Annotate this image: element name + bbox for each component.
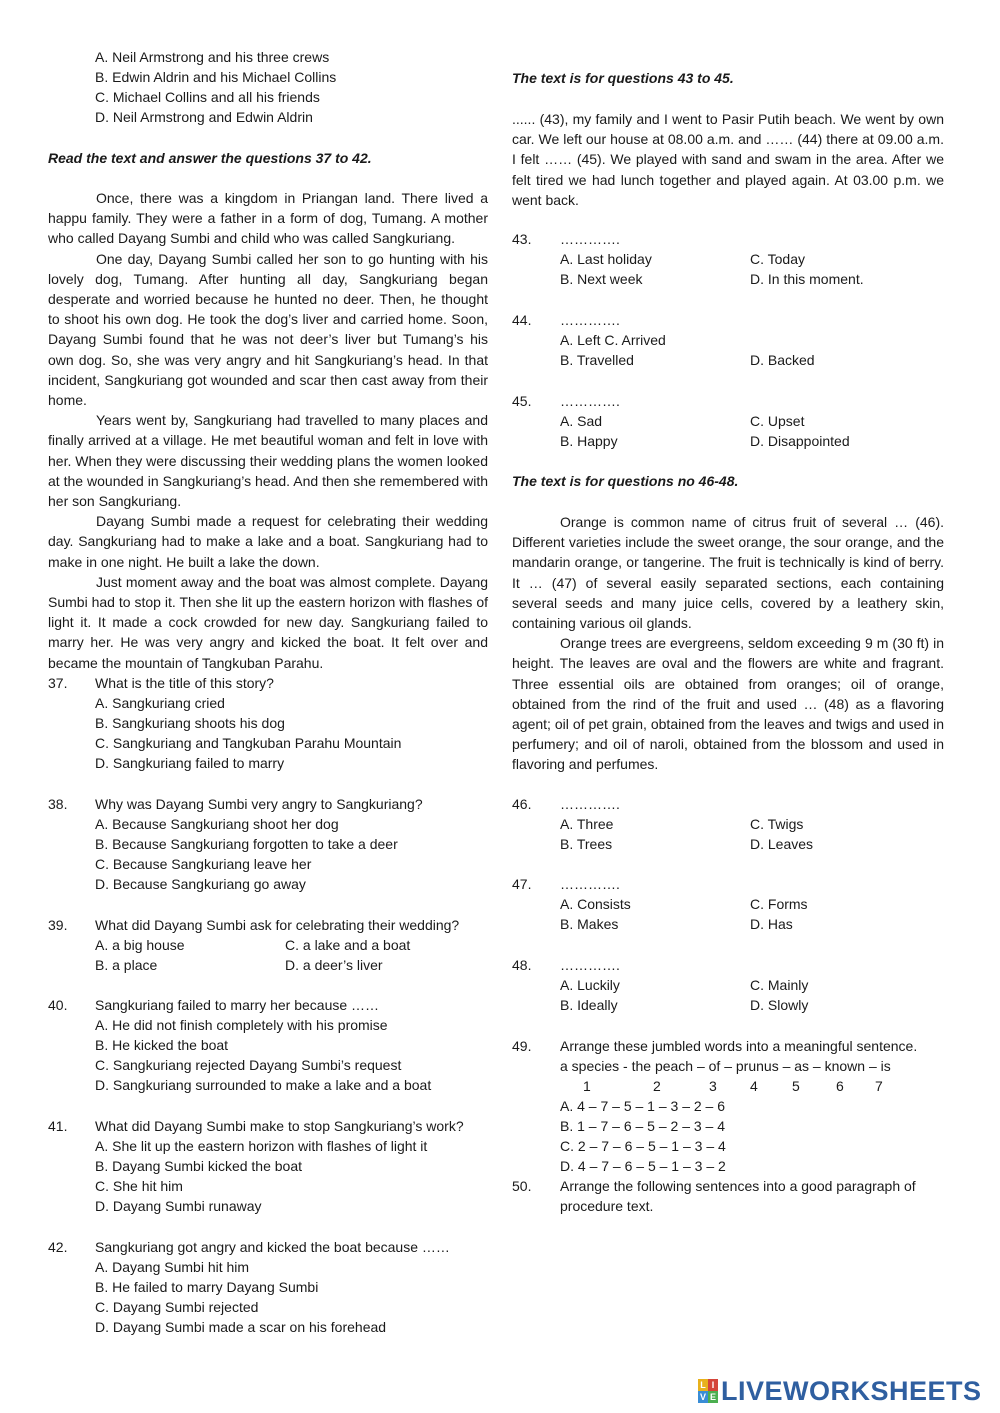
answer-option[interactable]: C. Because Sangkuriang leave her — [95, 856, 312, 872]
word-index: 5 — [792, 1078, 800, 1094]
question-text: Sangkuriang failed to marry her because …… — [95, 997, 380, 1013]
answer-option[interactable]: C. a lake and a boat — [285, 937, 411, 953]
answer-option[interactable]: A. Because Sangkuriang shoot her dog — [95, 816, 339, 832]
question-number: 43. — [512, 231, 532, 247]
answer-option[interactable]: B. Happy — [560, 433, 618, 449]
answer-option[interactable]: D. Dayang Sumbi runaway — [95, 1198, 262, 1214]
question-text: Arrange these jumbled words into a meaningful sentence. — [560, 1038, 918, 1054]
passage-46-48 — [512, 512, 944, 775]
word-index: 3 — [709, 1078, 717, 1094]
logo-mark-letter: E — [709, 1392, 716, 1402]
answer-option[interactable]: B. Makes — [560, 916, 619, 932]
option: B. Edwin Aldrin and his Michael Collins — [95, 69, 337, 85]
answer-option[interactable]: B. Because Sangkuriang forgotten to take a deer — [95, 836, 398, 852]
answer-option[interactable]: D. 4 – 7 – 6 – 5 – 1 – 3 – 2 — [560, 1158, 726, 1174]
option: A. Neil Armstrong and his three crews — [95, 49, 330, 65]
logo-mark-letter: L — [698, 1379, 708, 1391]
answer-option[interactable]: B. Dayang Sumbi kicked the boat — [95, 1158, 303, 1174]
passage-43-45: ...... (43), my family and I went to Pasir Putih beach. We went by own car. We left our house at 08.00 a.m. and …… (44) there at 09.00 a.m. I felt …… (45). We played with sand and swam in the area. After we felt tired we had lunch together and played again. At 03.00 p.m. we went back. — [512, 111, 944, 208]
answer-option[interactable]: A. Left C. Arrived — [560, 332, 666, 348]
answer-option[interactable]: B. a place — [95, 957, 158, 973]
passage-paragraph: Orange trees are evergreens, seldom exceeding 9 m (30 ft) in height. The leaves are oval and the flowers are white and fragrant. Three essential oils are obtained from oranges; oil of orange, obtained from the rind of the fruit and used … (48) as a flavoring agent; oil of pet grain, obtained from the leaves and twigs and used in perfumery; and oil of naroli, obtained from the blossom and used in flavoring and perfumes. — [512, 635, 944, 773]
answer-option[interactable]: D. Dayang Sumbi made a scar on his forehead — [95, 1319, 387, 1335]
answer-option[interactable]: C. Today — [750, 251, 805, 267]
answer-option[interactable]: D. Because Sangkuriang go away — [95, 876, 306, 892]
story-paragraph: Once, there was a kingdom in Priangan land. There lived a happu family. They were a father in a form of dog, Tumang. A mother who called Dayang Sumbi and child who was called Sangkuriang. — [48, 190, 488, 247]
answer-option[interactable]: D. Sangkuriang surrounded to make a lake and a boat — [95, 1077, 432, 1093]
section-heading-46-48: The text is for questions no 46-48. — [512, 473, 739, 489]
answer-option[interactable]: D. a deer’s liver — [285, 957, 383, 973]
word-index: 6 — [836, 1078, 844, 1094]
answer-option[interactable]: B. 1 – 7 – 6 – 5 – 2 – 3 – 4 — [560, 1118, 726, 1134]
answer-blank: …………. — [560, 796, 620, 812]
liveworksheets-logo — [698, 1374, 982, 1408]
question-number: 40. — [48, 997, 68, 1013]
word-index: 1 — [583, 1078, 591, 1094]
answer-option[interactable]: D. Sangkuriang failed to marry — [95, 755, 285, 771]
answer-option[interactable]: C. Forms — [750, 896, 808, 912]
answer-blank: …………. — [560, 957, 620, 973]
question-number: 38. — [48, 796, 68, 812]
answer-option[interactable]: A. She lit up the eastern horizon with flashes of light it — [95, 1138, 428, 1154]
answer-option[interactable]: D. Backed — [750, 352, 815, 368]
question-number: 37. — [48, 675, 68, 691]
answer-option[interactable]: B. Sangkuriang shoots his dog — [95, 715, 285, 731]
word-index: 7 — [875, 1078, 883, 1094]
answer-option[interactable]: B. Trees — [560, 836, 613, 852]
question-number: 49. — [512, 1038, 532, 1054]
question-number: 47. — [512, 876, 532, 892]
answer-option[interactable]: C. Mainly — [750, 977, 809, 993]
answer-option[interactable]: B. Ideally — [560, 997, 618, 1013]
answer-option[interactable]: A. Dayang Sumbi hit him — [95, 1259, 250, 1275]
answer-option[interactable]: A. Sangkuriang cried — [95, 695, 225, 711]
question-number: 46. — [512, 796, 532, 812]
answer-option[interactable]: C. Twigs — [750, 816, 804, 832]
answer-blank: …………. — [560, 231, 620, 247]
option: D. Neil Armstrong and Edwin Aldrin — [95, 109, 313, 125]
story-text — [48, 188, 488, 673]
answer-option[interactable]: B. Travelled — [560, 352, 634, 368]
question-number: 42. — [48, 1239, 68, 1255]
logo-text: LIVEWORKSHEETS — [721, 1375, 982, 1406]
section-heading-43-45: The text is for questions 43 to 45. — [512, 70, 734, 86]
jumbled-words: a species - the peach – of – prunus – as – known – is — [560, 1058, 891, 1074]
answer-option[interactable]: B. Next week — [560, 271, 643, 287]
answer-option[interactable]: D. Slowly — [750, 997, 809, 1013]
answer-option[interactable]: D. Disappointed — [750, 433, 850, 449]
answer-option[interactable]: C. Dayang Sumbi rejected — [95, 1299, 259, 1315]
story-paragraph: Years went by, Sangkuriang had travelled to many places and finally arrived at a village. He met beautiful woman and felt in love with her. When they were discussing their wedding plans the women looked at the wounded in Sangkuriang’s head. And then she remembered with her son Sangkuriang. — [48, 412, 488, 510]
logo-mark-letter: V — [699, 1392, 706, 1402]
answer-option[interactable]: A. Consists — [560, 896, 631, 912]
question-number: 45. — [512, 393, 532, 409]
answer-option[interactable]: D. Leaves — [750, 836, 814, 852]
question-number: 48. — [512, 957, 532, 973]
option: C. Michael Collins and all his friends — [95, 89, 320, 105]
story-paragraph: Just moment away and the boat was almost complete. Dayang Sumbi had to stop it. Then she lit up the eastern horizon with flashes of light it. It made a cock crowded for new day. Sangkuriang failed to marry her. He was very angry and kicked the boat. It felt over and became the mountain of Tangkuban Parahu. — [48, 573, 488, 671]
passage-paragraph: Orange is common name of citrus fruit of several … (46). Different varieties include the sweet orange, the sour orange, and the mandarin orange, or tangerine. The fruit is technically is kind of berry. It … (47) of several easily separated sections, each containing several seeds and many juice cells, covered by a leathery skin, containing various oil glands. — [512, 514, 944, 632]
answer-option[interactable]: A. He did not finish completely with his promise — [95, 1017, 388, 1033]
story-paragraph: Dayang Sumbi made a request for celebrating their wedding day. Sangkuriang had to make a lake and a boat. Sangkuriang had to make in one night. He built a lake the down. — [48, 513, 488, 570]
question-text: What did Dayang Sumbi make to stop Sangkuriang’s work? — [95, 1118, 464, 1134]
question-text: What is the title of this story? — [95, 675, 274, 691]
answer-option[interactable]: A. Last holiday — [560, 251, 652, 267]
answer-option[interactable]: B. He kicked the boat — [95, 1037, 229, 1053]
answer-option[interactable]: B. He failed to marry Dayang Sumbi — [95, 1279, 319, 1295]
logo-mark-letter: I — [708, 1379, 718, 1391]
word-index: 4 — [750, 1078, 758, 1094]
question-number: 44. — [512, 312, 532, 328]
answer-option[interactable]: A. Sad — [560, 413, 603, 429]
question-text: What did Dayang Sumbi ask for celebrating their wedding? — [95, 917, 460, 933]
question-text: Sangkuriang got angry and kicked the boat because …… — [95, 1239, 450, 1255]
question-number: 39. — [48, 917, 68, 933]
answer-option[interactable]: A. a big house — [95, 937, 185, 953]
answer-option[interactable]: C. Sangkuriang rejected Dayang Sumbi’s request — [95, 1057, 402, 1073]
answer-option[interactable]: D. In this moment. — [750, 271, 864, 287]
answer-option[interactable]: D. Has — [750, 916, 793, 932]
answer-option[interactable]: C. 2 – 7 – 6 – 5 – 1 – 3 – 4 — [560, 1138, 726, 1154]
answer-blank: …………. — [560, 393, 620, 409]
question-text: Arrange the following sentences into a good paragraph of — [560, 1178, 916, 1194]
answer-option[interactable]: A. 4 – 7 – 5 – 1 – 3 – 2 – 6 — [560, 1098, 726, 1114]
answer-option[interactable]: C. Upset — [750, 413, 805, 429]
question-text: Why was Dayang Sumbi very angry to Sangkuriang? — [95, 796, 423, 812]
answer-option[interactable]: A. Three — [560, 816, 614, 832]
question-text: procedure text. — [560, 1198, 654, 1214]
question-number: 50. — [512, 1178, 532, 1194]
question-number: 41. — [48, 1118, 68, 1134]
logo-mark-icon — [698, 1379, 718, 1403]
reading-heading: Read the text and answer the questions 37 to 42. — [48, 150, 372, 166]
answer-blank: …………. — [560, 876, 620, 892]
answer-option[interactable]: A. Luckily — [560, 977, 620, 993]
word-index: 2 — [653, 1078, 661, 1094]
story-paragraph: One day, Dayang Sumbi called her son to go hunting with his lovely dog, Tumang. After hunting all day, Sangkuriang began desperate and worried because he hunted no deer. Then, he thought to shoot his own dog. He took the dog’s liver and carried home. Soon, Dayang Sumbi found that he was not deer’s liver but Tumang’s his own dog. So, she was very angry and hit Sangkuriang’s head. In that incident, Sangkuriang got wounded and scar then cast away from their home. — [48, 250, 488, 409]
answer-option[interactable]: C. She hit him — [95, 1178, 183, 1194]
answer-option[interactable]: C. Sangkuriang and Tangkuban Parahu Mountain — [95, 735, 402, 751]
answer-blank: …………. — [560, 312, 620, 328]
